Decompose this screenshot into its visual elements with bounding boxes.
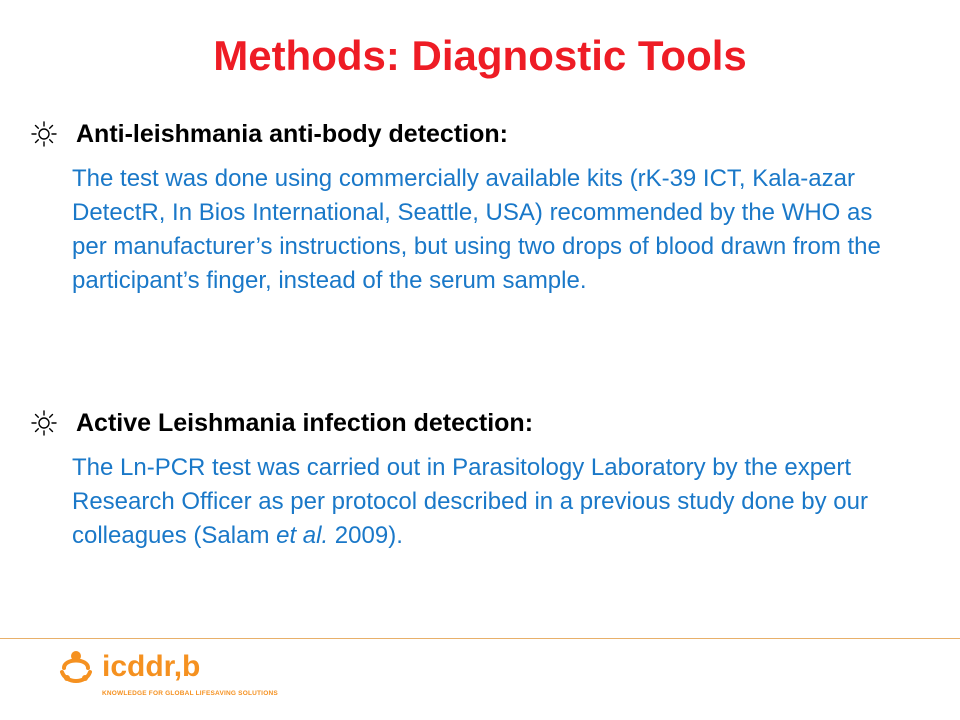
section-heading-row <box>26 116 926 152</box>
logo-tagline: KNOWLEDGE FOR GLOBAL LIFESAVING SOLUTIONS <box>102 690 278 697</box>
slide-title: Methods: Diagnostic Tools <box>213 32 747 79</box>
section-heading: Active Leishmania infection detection: <box>76 409 534 437</box>
section-body <box>72 451 902 553</box>
logo-name: icddr,b <box>102 650 201 683</box>
citation-italic: et al. <box>276 522 329 549</box>
section-infection-detection <box>26 405 926 553</box>
sun-bullet-icon <box>26 405 62 441</box>
section-body: The test was done using commercially available kits (rK-39 ICT, Kala-azar DetectR, In Bios International, Seattle, USA) recommended by the WHO as per manufacturer’s instructions, but using two drops of blood drawn from the participant’s finger, instead of the serum sample. <box>72 165 881 294</box>
footer-divider <box>0 638 960 639</box>
section-heading-row <box>26 405 926 441</box>
body-text-plain: The Ln-PCR test was carried out in Parasitology Laboratory by the expert Research Officer as per protocol described in a previous study done by our colleagues (Salam <box>72 454 868 549</box>
section-heading: Anti-leishmania anti-body detection: <box>76 120 508 148</box>
body-text-plain: 2009). <box>328 522 403 549</box>
footer-logo <box>58 648 318 704</box>
section-antibody-detection <box>26 116 926 298</box>
icddrb-logo-icon <box>58 648 94 688</box>
sun-bullet-icon <box>26 116 62 152</box>
